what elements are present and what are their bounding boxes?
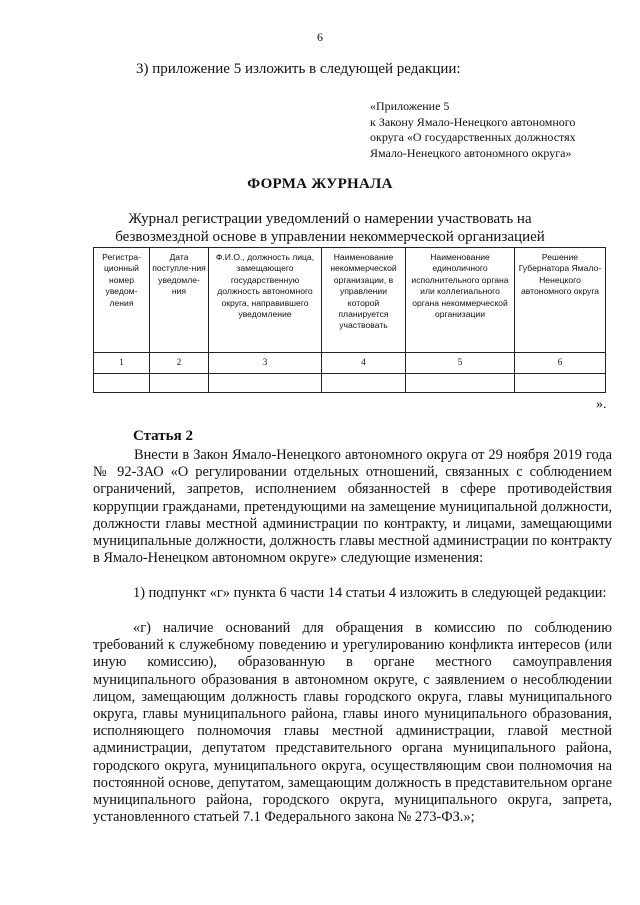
table-number-cell: 4 [322, 353, 406, 374]
table-empty-cell [150, 374, 209, 393]
appendix-line: к Закону Ямало-Ненецкого автономного [370, 114, 576, 129]
table-empty-cell [515, 374, 606, 393]
table-number-cell: 1 [94, 353, 150, 374]
appendix-line: Ямало-Ненецкого автономного округа» [370, 145, 572, 160]
article-paragraph [93, 585, 612, 602]
table-empty-cell [322, 374, 406, 393]
amendment-item-3: 3) приложение 5 изложить в следующей редакции: [136, 61, 461, 77]
article-paragraph [93, 620, 612, 826]
journal-title: Журнал регистрации уведомлений о намерении участвовать на безвозмездной основе в управлении некоммерческой организацией [115, 211, 545, 245]
page-number: 6 [317, 30, 323, 44]
paragraph-text: «г) наличие оснований для обращения в комиссию по соблюдению требований к служебному поведению и урегулированию конфликта интересов (или иную комиссию), образованную в органе местного самоуправления муниципального образования в автономном округе, с заявлением о несоблюдении лицом, замещающим должность главы городского округа, главы муниципального округа, главы муниципального района, главы иного муниципального образования, исполняющего полномочия главы местной администрации, главой местной администрации, депутатом представительного органа муниципального района, городского округа, муниципального округа, осуществляющим свои полномочия на постоянной основе, депутатом, замещающим должность в представительном органе муниципального района, городского округа, муниципального округа, запрета, установленного статьей 7.1 Федерального закона № 273-ФЗ.»; [93, 620, 612, 826]
table-empty-cell [406, 374, 515, 393]
table-header-cell: Наименование некоммерческой организации, в управлении которой планируется участвовать [322, 248, 406, 353]
table-header-cell: Регистра-ционный номер уведом-ления [94, 248, 150, 353]
article-title: Статья 2 [133, 428, 193, 444]
table-empty-cell [209, 374, 322, 393]
paragraph-text: Внести в Закон Ямало-Ненецкого автономного округа от 29 ноября 2019 года № 92-ЗАО «О регулировании отдельных отношений, связанных с соблюдением ограничений, запретов, исполнением обязанностей в сфере противодействия коррупции гражданами, претендующими на замещение муниципальной должности, должности главы местной администрации по контракту, и лицами, замещающими муниципальные должности, должность главы местной администрации по контракту в Ямало-Ненецком автономном округе» следующие изменения: [93, 447, 612, 567]
appendix-line: «Приложение 5 [370, 99, 450, 113]
table-number-row [94, 353, 606, 374]
paragraph-text: 1) подпункт «г» пункта 6 части 14 статьи 4 изложить в следующей редакции: [133, 585, 607, 601]
appendix-line: округа «О государственных должностях [370, 130, 576, 145]
table-header-row [94, 248, 606, 353]
appendix-header [370, 99, 630, 161]
table-empty-row [94, 374, 606, 393]
table-header-cell: Ф.И.О., должность лица, замещающего государственную должность автономного округа, направившего уведомление [209, 248, 322, 353]
form-title: ФОРМА ЖУРНАЛА [247, 176, 393, 192]
table-empty-cell [94, 374, 150, 393]
table-header-cell: Наименование единоличного исполнительного органа или коллегиального органа некоммерческой организации [406, 248, 515, 353]
journal-table [93, 247, 606, 393]
table-number-cell: 5 [406, 353, 515, 374]
table-header-cell: Дата поступле-ния уведомле-ния [150, 248, 209, 353]
table-number-cell: 3 [209, 353, 322, 374]
closing-quote: ». [596, 397, 607, 412]
table-number-cell: 6 [515, 353, 606, 374]
table-header-cell: Решение Губернатора Ямало-Ненецкого автономного округа [515, 248, 606, 353]
table-number-cell: 2 [150, 353, 209, 374]
article-paragraph [93, 447, 612, 567]
